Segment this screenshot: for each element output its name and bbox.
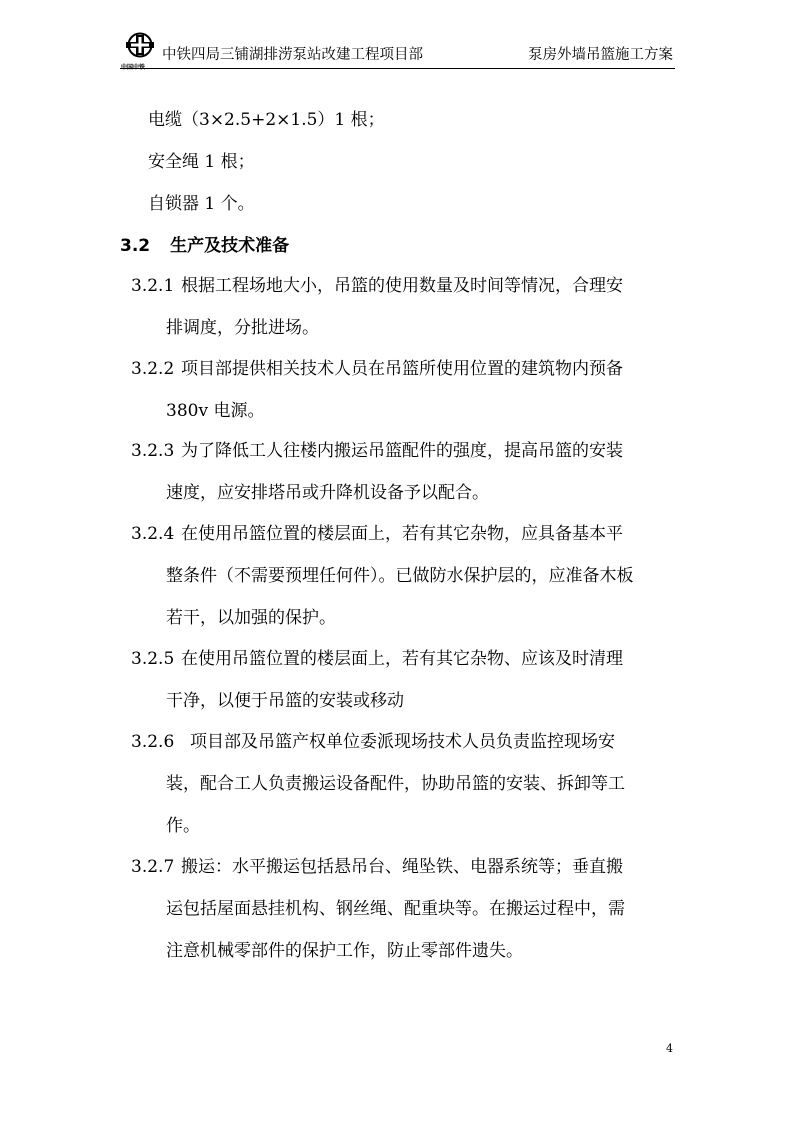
crcc-logo-icon [122,32,158,62]
page-number: 4 [666,1042,673,1055]
material-line: 电缆（3×2.5+2×1.5）1 根； [148,110,385,130]
list-item-line: 整条件（不需要预埋任何件）。已做防水保护层的，应准备木板 [166,566,634,586]
list-item-line: 速度，应安排塔吊或升降机设备予以配合。 [166,483,489,503]
list-item-line: 项目部提供相关技术人员在吊篮所使用位置的建筑物内预备 [181,359,623,379]
list-item-number: 3.2.2 [131,359,175,379]
list-item-line: 380v 电源。 [166,401,265,421]
list-item-line: 干净，以便于吊篮的安装或移动 [166,691,404,711]
list-item-line: 根据工程场地大小，吊篮的使用数量及时间等情况，合理安 [181,276,623,296]
list-item-line: 排调度，分批进场。 [166,318,319,338]
list-item-number: 3.2.3 [131,441,175,461]
list-item-number: 3.2.6 [131,732,175,752]
list-item-line: 若干，以加强的保护。 [166,608,336,628]
list-item-line: 为了降低工人往楼内搬运吊篮配件的强度，提高吊篮的安装 [181,441,623,461]
list-item-line: 作。 [166,816,200,836]
page-header [120,32,675,69]
list-item-line: 在使用吊篮位置的楼层面上，若有其它杂物、应该及时清理 [181,649,623,669]
material-line: 自锁器 1 个。 [148,194,255,214]
list-item-line: 在使用吊篮位置的楼层面上，若有其它杂物，应具备基本平 [181,524,623,544]
header-project-name: 中铁四局三铺湖排涝泵站改建工程项目部 [162,47,423,63]
list-item-line: 装，配合工人负责搬运设备配件，协助吊篮的安装、拆卸等工 [166,774,625,794]
section-title: 生产及技术准备 [170,236,290,256]
list-item-number: 3.2.7 [131,857,175,877]
list-item-line: 搬运：水平搬运包括悬吊台、绳坠铁、电器系统等；垂直搬 [181,857,623,877]
list-item-line: 运包括屋面悬挂机构、钢丝绳、配重块等。在搬运过程中，需 [166,899,625,919]
list-item-number: 3.2.5 [131,649,175,669]
list-item-line: 注意机械零部件的保护工作，防止零部件遗失。 [166,941,523,961]
list-item-number: 3.2.4 [131,524,175,544]
material-line: 安全绳 1 根； [148,152,255,172]
list-item-number: 3.2.1 [131,276,175,296]
section-number: 3.2 [120,236,151,256]
section-heading [120,236,289,256]
header-document-title: 泵房外墙吊篮施工方案 [528,47,673,63]
list-item-line: 项目部及吊篮产权单位委派现场技术人员负责监控现场安 [190,732,615,752]
company-logo [122,32,158,70]
logo-text: 中国中铁 [121,64,146,71]
